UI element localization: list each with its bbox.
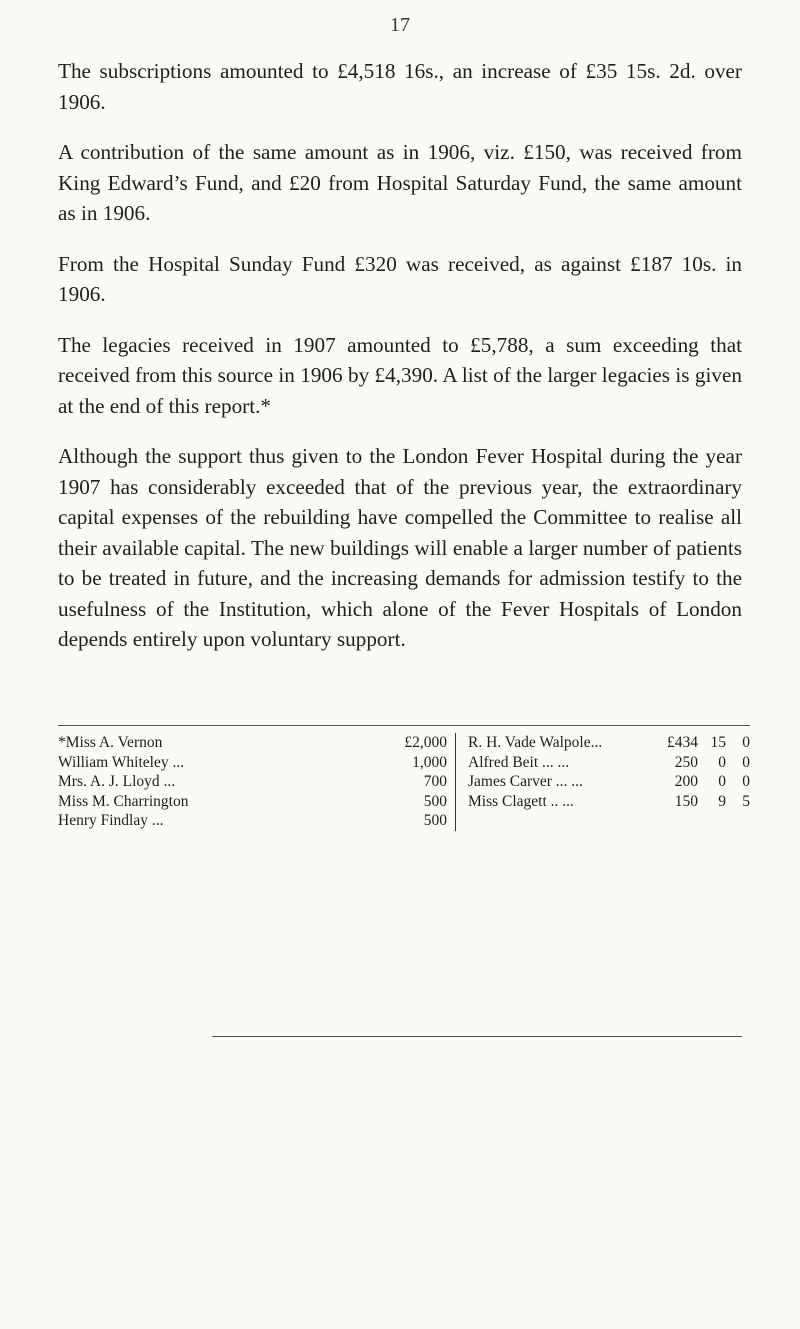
legacies-table bbox=[58, 733, 750, 831]
legacy-row bbox=[58, 733, 447, 753]
legacy-name: R. H. Vade Walpole... bbox=[468, 734, 603, 751]
legacy-row bbox=[468, 792, 750, 812]
legacy-pounds: 200 bbox=[674, 773, 698, 790]
legacy-name: Alfred Beit ... ... bbox=[468, 753, 570, 771]
legacy-row bbox=[468, 733, 750, 753]
legacy-pence: 0 bbox=[742, 734, 750, 751]
legacy-amount: 700 bbox=[423, 773, 447, 790]
divider-bottom bbox=[212, 1036, 742, 1037]
legacies-left-column bbox=[58, 733, 456, 831]
page-number: 17 bbox=[390, 14, 410, 36]
legacy-row bbox=[58, 753, 447, 773]
legacy-amount: 500 bbox=[423, 812, 447, 829]
legacy-name: Mrs. A. J. Lloyd ... bbox=[58, 773, 176, 790]
paragraph-sunday-fund: From the Hospital Sunday Fund £320 was received, as against £187 10s. in 1906. bbox=[58, 251, 742, 306]
legacy-name: William Whiteley ... bbox=[58, 753, 185, 771]
report-body bbox=[58, 56, 742, 675]
legacy-amount: £2,000 bbox=[404, 734, 447, 751]
legacies-right-column bbox=[456, 733, 750, 831]
legacy-row bbox=[468, 772, 750, 792]
legacy-name: Henry Findlay ... bbox=[58, 812, 164, 829]
legacy-shillings: 15 bbox=[710, 734, 726, 751]
legacy-name: Miss Clagett .. ... bbox=[468, 792, 574, 810]
legacy-row bbox=[58, 811, 447, 831]
legacy-shillings: 9 bbox=[718, 792, 726, 810]
legacy-name: James Carver ... ... bbox=[468, 773, 583, 790]
legacy-amount: 500 bbox=[423, 792, 447, 810]
legacy-row bbox=[58, 772, 447, 792]
legacy-shillings: 0 bbox=[718, 773, 726, 790]
legacy-shillings: 0 bbox=[718, 753, 726, 771]
legacy-pounds: £434 bbox=[667, 734, 698, 751]
legacy-row bbox=[58, 792, 447, 812]
legacy-pence: 0 bbox=[742, 773, 750, 790]
legacy-pence: 0 bbox=[742, 753, 750, 771]
legacy-pence: 5 bbox=[742, 792, 750, 810]
legacy-pounds: 250 bbox=[674, 753, 698, 771]
legacy-name: Miss M. Charrington bbox=[58, 792, 189, 810]
paragraph-contribution: A contribution of the same amount as in 1906, viz. £150, was received from King Edward’s Fund, and £20 from Hospital Saturday Fund, the same amount as in 1906. bbox=[58, 140, 742, 225]
paragraph-legacies: The legacies received in 1907 amounted to £5,788, a sum exceeding that received from this source in 1906 by £4,390. A list of the larger legacies is given at the end of this report.* bbox=[58, 332, 742, 418]
legacy-name: *Miss A. Vernon bbox=[58, 734, 163, 751]
divider-top bbox=[58, 725, 750, 726]
legacy-row bbox=[468, 753, 750, 773]
paragraph-subscriptions: The subscriptions amounted to £4,518 16s., an increase of £35 15s. 2d. over 1906. bbox=[58, 59, 742, 114]
legacy-pounds: 150 bbox=[674, 792, 698, 810]
paragraph-support: Although the support thus given to the London Fever Hospital during the year 1907 has considerably exceeded that of the previous year, the extraordinary capital expenses of the rebuilding have compelled the Committee to realise all their available capital. The new buildings will enable a larger number of patients to be treated in future, and the increasing demands for admission testify to the usefulness of the Institution, which alone of the Fever Hospitals of London depends entirely upon voluntary support. bbox=[58, 444, 742, 651]
legacy-amount: 1,000 bbox=[412, 753, 447, 771]
